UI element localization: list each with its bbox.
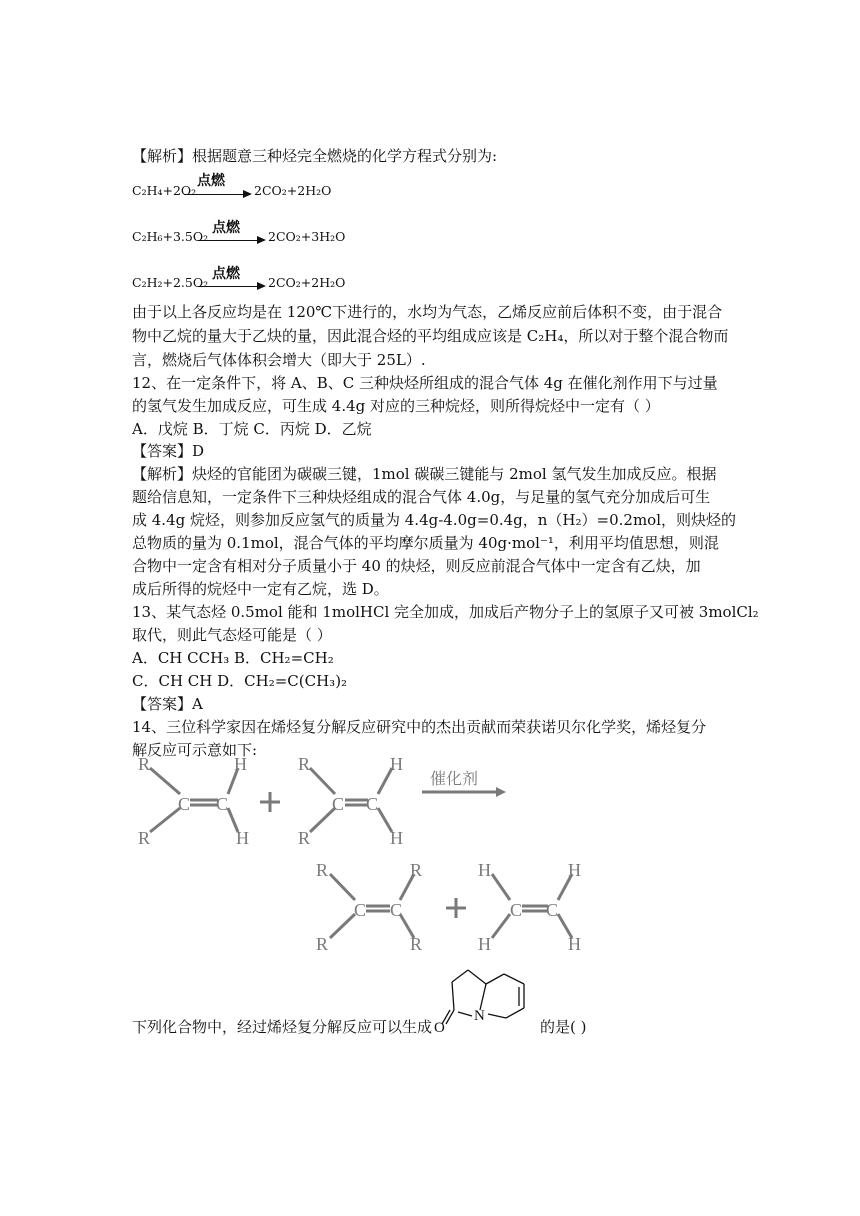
equation-1-left: C₂H₄+2O₂ [132, 183, 197, 198]
atom-c: C [332, 794, 345, 814]
atom-h: H [478, 934, 491, 954]
question-text-start: 下列化合物中，经过烯烃复分解反应可以生成 [132, 1018, 433, 1036]
atom-c: C [178, 794, 191, 814]
equation-3-arrow [198, 286, 264, 287]
equation-2-left: C₂H₆+3.5O₂ [132, 229, 209, 244]
atom-h: H [390, 828, 403, 848]
answer-options: A．CH CCH₃ B．CH₂=CH₂ [132, 649, 334, 667]
question-text-end: 的是( ) [540, 1018, 587, 1036]
text-line: 总物质的量为 0.1mol，混合气体的平均摩尔质量为 40g·mol⁻¹，利用平均值思想，则混 [132, 534, 719, 552]
atom-c: C [366, 794, 379, 814]
atom-c: C [546, 900, 559, 920]
atom-r: R [138, 754, 151, 774]
atom-r: R [410, 934, 423, 954]
metathesis-reactants [130, 752, 510, 852]
metathesis-products [310, 858, 600, 958]
text-line: 【解析】根据题意三种烃完全燃烧的化学方程式分别为: [132, 147, 498, 165]
atom-r: R [316, 860, 329, 880]
atom-h: H [234, 754, 247, 774]
answer-label: 【答案】A [132, 695, 203, 713]
atom-h: H [478, 860, 491, 880]
text-line: 12、在一定条件下，将 A、B、C 三种炔烃所组成的混合气体 4g 在催化剂作用下与过量 [132, 374, 718, 392]
bicyclic-lactam-structure [434, 960, 540, 1040]
atom-r: R [316, 934, 329, 954]
equation-3-left: C₂H₂+2.5O₂ [132, 275, 209, 290]
atom-h: H [568, 860, 581, 880]
atom-h: H [236, 828, 249, 848]
atom-c: C [510, 900, 523, 920]
equation-2-right: 2CO₂+3H₂O [268, 229, 346, 244]
text-line: 解反应可示意如下: [132, 741, 258, 759]
text-line: 的氢气发生加成反应，可生成 4.4g 对应的三种烷烃，则所得烷烃中一定有（ ） [132, 397, 660, 415]
atom-h: H [568, 934, 581, 954]
text-line: 言，燃烧后气体体积会增大（即大于 25L）. [132, 351, 426, 369]
text-line: 取代，则此气态烃可能是（ ） [132, 626, 332, 644]
atom-c: C [354, 900, 367, 920]
answer-options: C．CH CH D．CH₂=C(CH₃)₂ [132, 672, 348, 690]
equation-1-arrow [184, 194, 250, 195]
text-line: 成 4.4g 烷烃，则参加反应氢气的质量为 4.4g-4.0g=0.4g，n（H₂）=0.2mol，则炔烃的 [132, 511, 737, 529]
text-line: 由于以上各反应均是在 120℃下进行的，水均为气态，乙烯反应前后体积不变，由于混合 [132, 303, 723, 321]
atom-r: R [298, 828, 311, 848]
atom-n: N [474, 1008, 485, 1024]
atom-h: H [390, 754, 403, 774]
atom-r: R [138, 828, 151, 848]
text-line: 【解析】炔烃的官能团为碳碳三键，1mol 碳碳三键能与 2mol 氢气发生加成反应。根据 [132, 465, 717, 483]
text-line: 14、三位科学家因在烯烃复分解反应研究中的杰出贡献而荣获诺贝尔化学奖，烯烃复分 [132, 718, 707, 736]
text-line: 合物中一定含有相对分子质量小于 40 的炔烃，则反应前混合气体中一定含有乙炔，加 [132, 557, 701, 575]
answer-options: A．戊烷 B．丁烷 C．丙烷 D．乙烷 [132, 420, 372, 438]
atom-o: O [434, 1020, 445, 1036]
answer-label: 【答案】D [132, 442, 205, 460]
equation-3-condition: 点燃 [212, 266, 240, 282]
equation-1-right: 2CO₂+2H₂O [254, 183, 332, 198]
atom-c: C [390, 900, 403, 920]
equation-3-right: 2CO₂+2H₂O [268, 275, 346, 290]
text-line: 13、某气态烃 0.5mol 能和 1molHCl 完全加成，加成后产物分子上的氢原子又可被 3molCl₂ [132, 603, 759, 621]
equation-2-arrow [198, 240, 264, 241]
equation-2-condition: 点燃 [212, 220, 240, 236]
text-line: 物中乙烷的量大于乙炔的量，因此混合烃的平均组成应该是 C₂H₄，所以对于整个混合物而 [132, 327, 729, 345]
atom-r: R [410, 860, 423, 880]
atom-r: R [298, 754, 311, 774]
atom-c: C [216, 794, 229, 814]
text-line: 题给信息知，一定条件下三种炔烃组成的混合气体 4.0g，与足量的氢气充分加成后可生 [132, 488, 711, 506]
catalyst-label: 催化剂 [430, 771, 479, 788]
equation-1-condition: 点燃 [197, 173, 225, 189]
text-line: 成后所得的烷烃中一定有乙烷，选 D。 [132, 580, 389, 598]
